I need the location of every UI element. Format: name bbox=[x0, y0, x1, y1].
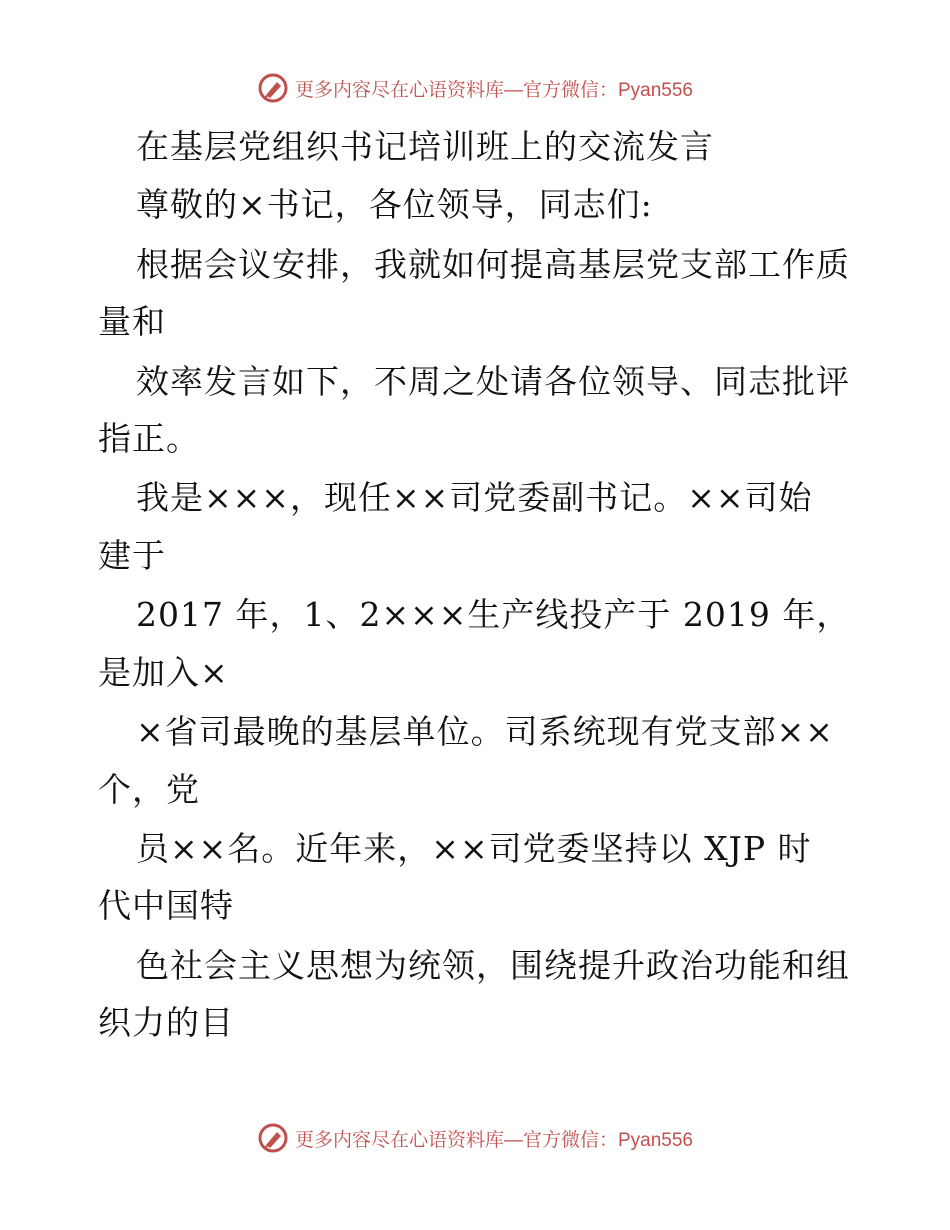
paragraph-line: 织力的目 bbox=[98, 1003, 234, 1042]
paragraph-line: 我是×××，现任××司党委副书记。××司始 bbox=[136, 478, 813, 517]
paragraph-line: 色社会主义思想为统领，围绕提升政治功能和组 bbox=[136, 946, 850, 985]
paragraph-line: 是加入× bbox=[98, 653, 229, 692]
paragraph-line: 指正。 bbox=[98, 419, 200, 458]
paragraph-line: 代中国特 bbox=[98, 886, 234, 925]
header-watermark bbox=[0, 72, 950, 104]
watermark-text: 更多内容尽在心语资料库—官方微信：Pyan556 bbox=[294, 79, 693, 101]
paragraph-line: 个，党 bbox=[98, 770, 200, 809]
document-title: 在基层党组织书记培训班上的交流发言 bbox=[136, 127, 714, 166]
paragraph-line: 员××名。近年来，××司党委坚持以 XJP 时 bbox=[136, 829, 812, 868]
watermark-text: 更多内容尽在心语资料库—官方微信：Pyan556 bbox=[294, 1129, 693, 1151]
paragraph-line: ×省司最晚的基层单位。司系统现有党支部×× bbox=[136, 712, 834, 751]
paragraph-line: 量和 bbox=[98, 302, 166, 341]
paragraph-line: 建于 bbox=[98, 536, 166, 575]
pen-logo-icon bbox=[257, 72, 289, 104]
salutation: 尊敬的×书记，各位领导，同志们: bbox=[136, 185, 653, 224]
paragraph-line: 根据会议安排，我就如何提高基层党支部工作质 bbox=[136, 245, 850, 284]
paragraph-line: 效率发言如下，不周之处请各位领导、同志批评 bbox=[136, 362, 850, 401]
footer-watermark bbox=[0, 1122, 950, 1154]
pen-logo-icon bbox=[257, 1122, 289, 1154]
paragraph-line: 2017 年，1、2×××生产线投产于 2019 年， bbox=[136, 595, 851, 634]
